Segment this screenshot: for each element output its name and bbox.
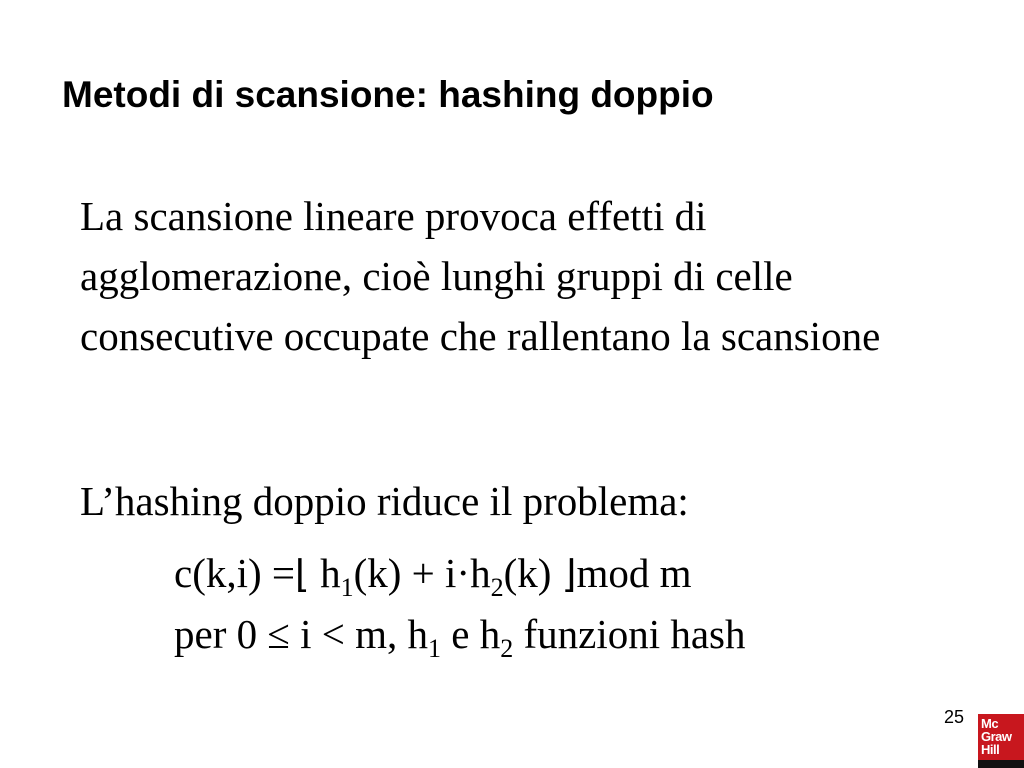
floor-close-bracket: ⌋ <box>561 552 577 596</box>
formula-h1-subscript: 1 <box>340 573 354 602</box>
page-number: 25 <box>943 707 964 727</box>
formula-condition <box>174 604 746 664</box>
paragraph-linear-probing: La scansione lineare provoca effetti di agglomerazione, cioè lunghi gruppi di celle consecutive occupate che rallentano la scansione <box>80 193 881 359</box>
logo-line-graw: Graw <box>981 729 1012 744</box>
formula-lhs: c(k,i) = <box>174 550 296 596</box>
logo-line-hill: Hill <box>981 742 1000 757</box>
floor-open-bracket: ⌊ <box>295 552 310 596</box>
mcgraw-hill-logo <box>978 714 1024 768</box>
formula-middle: (k) + i·h <box>353 550 491 596</box>
formula-middle-end: (k) <box>503 550 552 596</box>
hash-formula <box>174 543 692 604</box>
formula-h1: h <box>320 550 341 596</box>
condition-h2-subscript: 2 <box>500 634 514 663</box>
formula-h2-subscript: 2 <box>490 573 504 602</box>
slide-title: Metodi di scansione: hashing doppio <box>62 74 714 115</box>
logo-bar <box>978 760 1024 768</box>
logo-line-mc: Mc <box>981 716 999 731</box>
condition-suffix: funzioni hash <box>513 611 746 657</box>
condition-h1-subscript: 1 <box>428 634 442 663</box>
formula-rhs: mod m <box>576 550 692 596</box>
condition-prefix: per 0 ≤ i < m, h <box>174 611 429 657</box>
paragraph-double-hashing: L’hashing doppio riduce il problema: <box>80 478 689 524</box>
condition-mid: e h <box>441 611 501 657</box>
